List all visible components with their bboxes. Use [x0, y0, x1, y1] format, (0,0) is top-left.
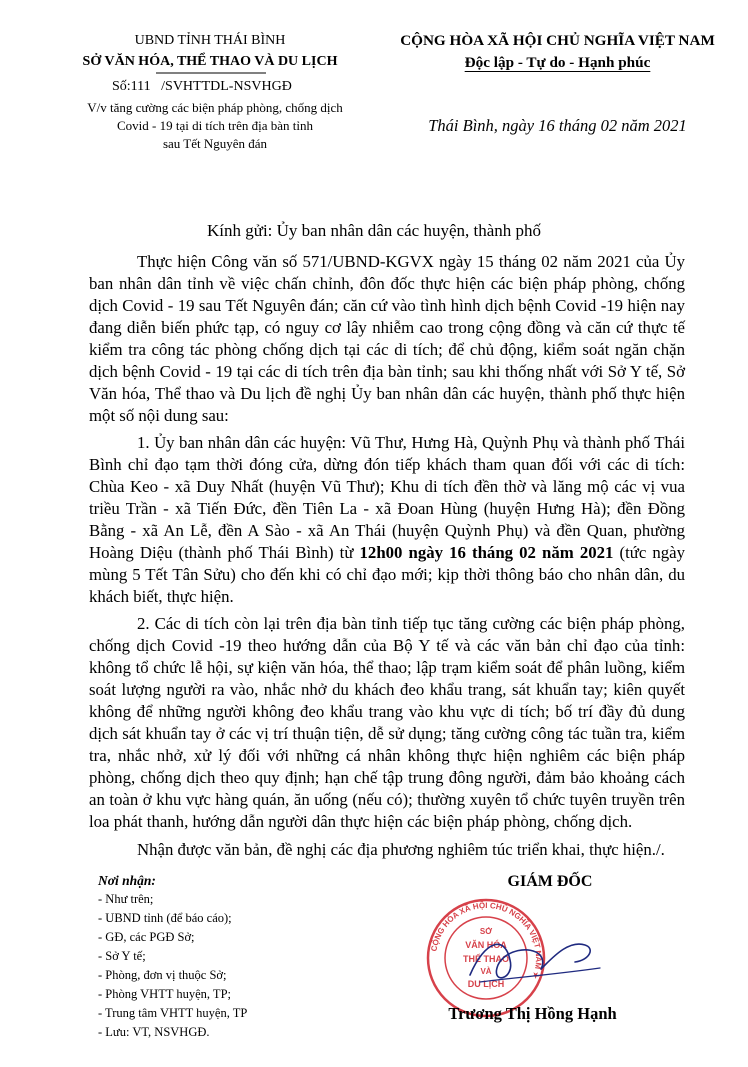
country-name: CỘNG HÒA XÃ HỘI CHỦ NGHĨA VIỆT NAM: [400, 32, 715, 49]
distribution-item: - Sở Y tế;: [98, 949, 146, 963]
item-1-deadline: 12h00 ngày 16 tháng 02 năm 2021: [359, 543, 614, 562]
paragraph-closing: Nhận được văn bản, đề nghị các địa phương nghiêm túc triển khai, thực hiện./.: [137, 840, 665, 859]
subject-line-2: Covid - 19 tại di tích trên địa bàn tỉnh: [116, 118, 314, 133]
signer-title: GIÁM ĐỐC: [507, 873, 593, 890]
recipient-line: Kính gửi: Ủy ban nhân dân các huyện, thành phố: [206, 221, 542, 240]
svg-text:DU LỊCH: DU LỊCH: [467, 979, 505, 989]
distribution-item: - GĐ, các PGĐ Sở;: [98, 930, 195, 944]
paragraph-item-1: [89, 432, 685, 608]
issue-date: Thái Bình, ngày 16 tháng 02 năm 2021: [428, 116, 687, 135]
svg-text:THỂ THAO: THỂ THAO: [463, 954, 509, 964]
subject-line-1: V/v tăng cường các biện pháp phòng, chống dịch: [87, 100, 343, 115]
distribution-items: [98, 890, 247, 1042]
item-1-text-end: (tức ngày mùng 5 Tết Tân Sửu) cho đến khi có chỉ đạo mới; kịp thời thông báo cho nhân dân, du khách biết, thực hiện.: [89, 543, 686, 606]
authority-name: SỞ VĂN HÓA, THỂ THAO VÀ DU LỊCH: [82, 54, 338, 69]
subject-line-3: sau Tết Nguyên đán: [162, 136, 268, 151]
national-header: [380, 30, 735, 74]
handwritten-signature: [450, 920, 610, 1000]
distribution-item: - Phòng, đơn vị thuộc Sở;: [98, 968, 227, 982]
distribution-item: - Phòng VHTT huyện, TP;: [98, 987, 231, 1001]
distribution-item: - Trung tâm VHTT huyện, TP: [98, 1006, 248, 1020]
document-body: [89, 251, 685, 866]
distribution-item: - UBND tỉnh (để báo cáo);: [98, 911, 232, 925]
svg-text:SỞ: SỞ: [479, 927, 493, 936]
authority-parent: UBND TỈNH THÁI BÌNH: [134, 33, 286, 48]
authority-underline: [156, 72, 266, 74]
paragraph-item-2: 2. Các di tích còn lại trên địa bàn tỉnh tiếp tục tăng cường các biện pháp phòng, chống dịch Covid -19 theo hướng dẫn của Bộ Y tế và các văn bản chỉ đạo của tỉnh: không tổ chức lễ hội, sự kiện văn hóa, thể thao; lập trạm kiểm soát để phân luồng, kiểm soát lượng người ra vào, nhắc nhở du khách đeo khẩu trang, sát khuẩn tay; kiên quyết không để những người không đeo khẩu trang vào khu vực di tích; bố trí đầy đủ dung dịch sát khuẩn tay ở các vị trí thuận tiện, dễ sử dụng; tăng cường công tác tuần tra, kiểm tra, nhắc nhở, xử lý đối với những cá nhân không thực hiện nghiêm các biện pháp phòng, chống dịch theo quy định; hạn chế tập trung đông người, đảm bảo khoảng cách an toàn ở khu vực hàng quán, ăn uống (nếu có); thường xuyên tổ chức tuyên truyền trên loa phát thanh, hướng dẫn người dân thực hiện các biện pháp phòng, chống dịch.: [89, 614, 685, 831]
national-motto: Độc lập - Tự do - Hạnh phúc: [464, 54, 651, 71]
paragraph-intro: Thực hiện Công văn số 571/UBND-KGVX ngày 15 tháng 02 năm 2021 của Ủy ban nhân dân tỉnh về việc chấn chỉnh, đôn đốc thực hiện các biện pháp phòng, chống dịch Covid - 19 sau Tết Nguyên đán; căn cứ vào tình hình dịch bệnh Covid -19 hiện nay đang diễn biến phức tạp, có nguy cơ lây nhiễm cao trong cộng đồng và căn cứ thực tế kiểm tra công tác phòng chống dịch tại các di tích; để chủ động, kiểm soát ngăn chặn dịch bệnh Covid - 19 tại các di tích trên địa bàn tỉnh; sau khi thống nhất với Sở Y tế, Sở Văn hóa, Thể thao và Du lịch đề nghị Ủy ban nhân dân các huyện, thành phố thực hiện một số nội dung sau:: [89, 252, 685, 425]
document-number: Số:111 /SVHTTDL-NSVHGĐ: [112, 79, 292, 94]
item-1-text: 1. Ủy ban nhân dân các huyện: Vũ Thư, Hưng Hà, Quỳnh Phụ và thành phố Thái Bình chỉ đạo tạm thời đóng cửa, dừng đón tiếp khách tham quan đối với các di tích: Chùa Keo - xã Duy Nhất (huyện Vũ Thư); Khu di tích đền thờ và lăng mộ các vị vua triều Trần - xã Tiến Đức, đền Tiên La - xã Đoan Hùng (huyện Hưng Hà); đền Đồng Bằng - xã An Lễ, đền A Sào - xã An Thái (huyện Quỳnh Phụ) và đền Quan, phường Hoàng Diệu (thành phố Thái Bình) từ: [89, 433, 685, 562]
issuing-authority: [50, 30, 370, 72]
subject-summary: [55, 99, 375, 153]
signer-name: Trương Thị Hồng Hạnh: [448, 1004, 617, 1023]
distribution-list: [98, 871, 247, 1042]
svg-text:CỘNG HÒA XÃ HỘI CHỦ NGHĨA VIỆT: CỘNG HÒA XÃ HỘI CHỦ NGHĨA VIỆT NAM ★: [429, 900, 544, 981]
distribution-item: - Như trên;: [98, 892, 154, 906]
svg-text:VĂN HÓA: VĂN HÓA: [465, 940, 507, 950]
distribution-title: Nơi nhận:: [98, 873, 156, 888]
svg-text:VÀ: VÀ: [480, 967, 492, 976]
distribution-item: - Lưu: VT, NSVHGĐ.: [98, 1025, 210, 1039]
